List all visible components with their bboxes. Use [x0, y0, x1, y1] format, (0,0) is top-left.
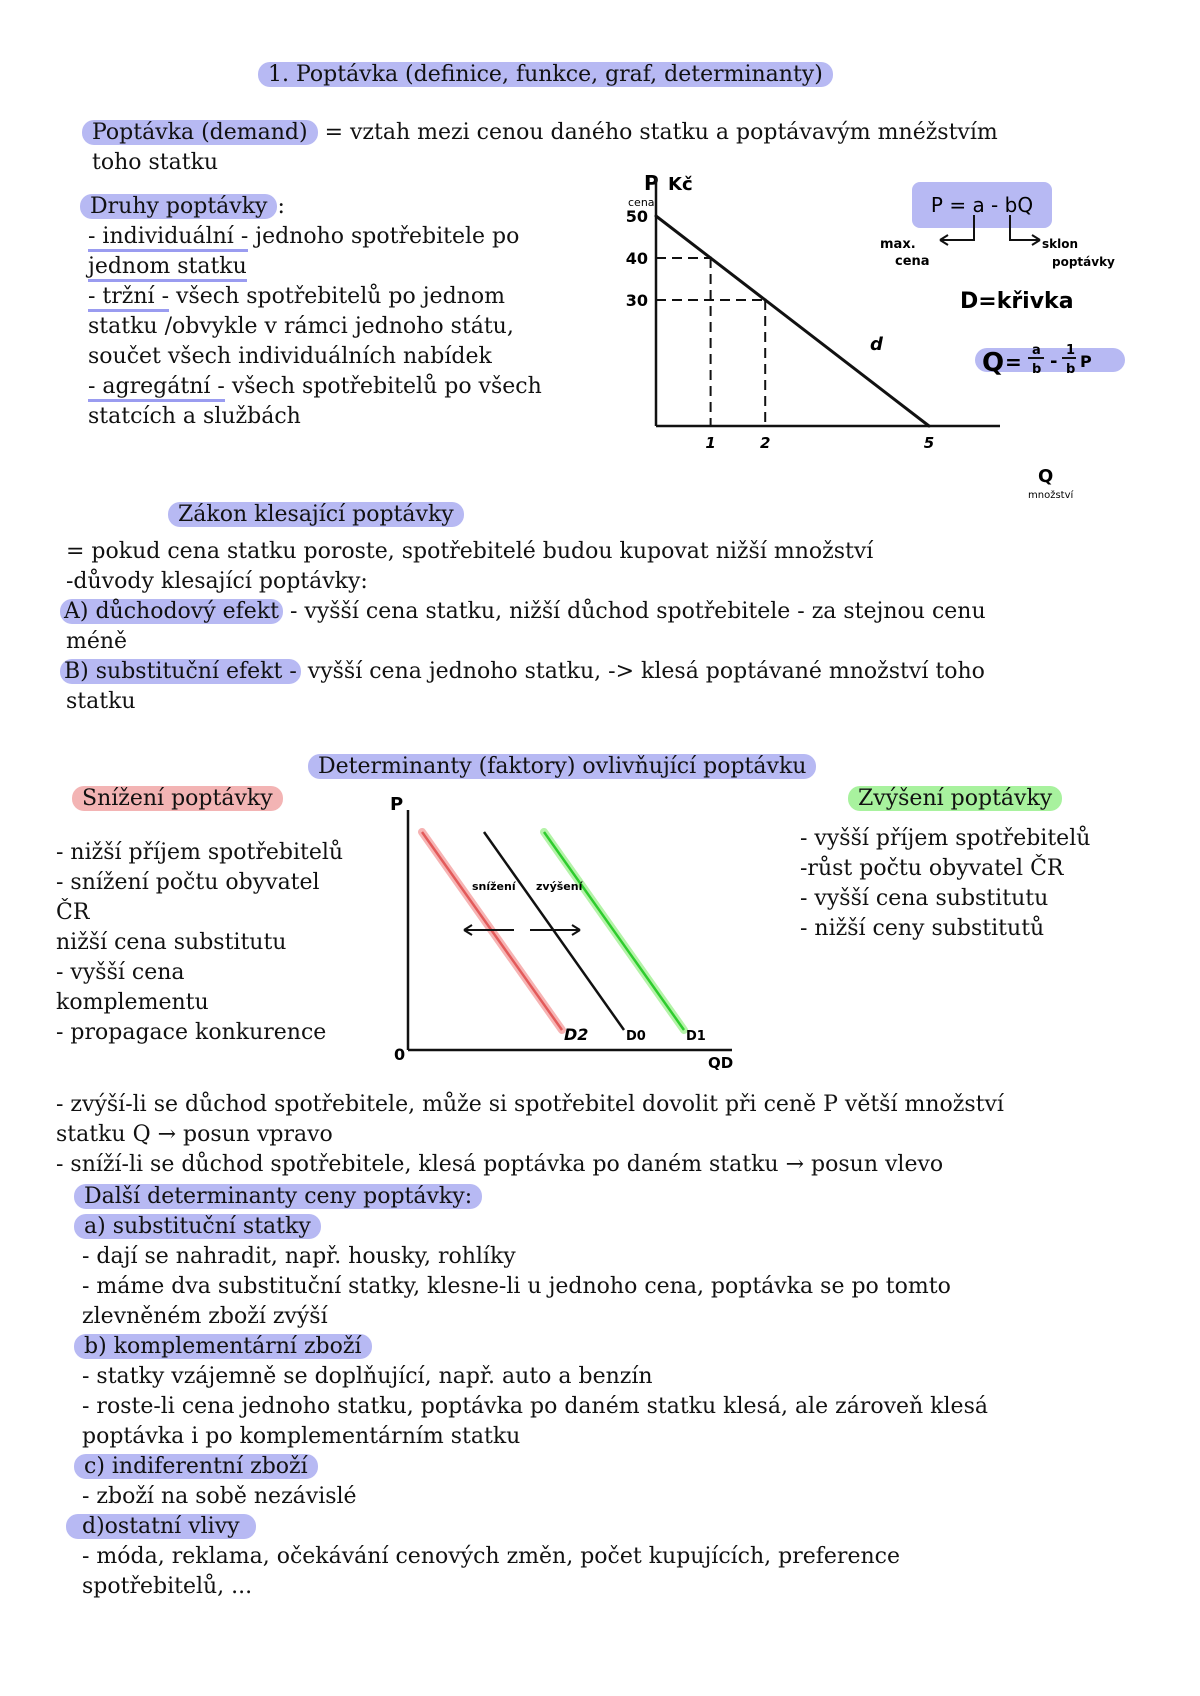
other-b-heading: b) komplementární zboží	[74, 1332, 372, 1362]
data-point	[655, 215, 658, 218]
list-item: - nižší příjem spotřebitelů	[56, 840, 344, 865]
label-increase: zvýšení	[536, 880, 583, 893]
data-point	[928, 425, 931, 428]
svg-text:-: -	[1050, 351, 1058, 372]
svg-text:1: 1	[1066, 343, 1076, 358]
list-item: spotřebitelů, ...	[82, 1574, 253, 1599]
law-income-effect: A) důchodový efekt - vyšší cena statku, nižší důchod spotřebitele - za stejnou cenu	[60, 597, 986, 627]
shift-origin: 0	[394, 1045, 406, 1064]
list-item: - móda, reklama, očekávání cenových změn, počet kupujících, preference	[82, 1544, 900, 1569]
list-item: - propagace konkurence	[56, 1020, 327, 1045]
x-tick-label: 2	[759, 434, 771, 452]
list-item: - zboží na sobě nezávislé	[82, 1484, 357, 1509]
decrease-heading: Snížení poptávky	[72, 784, 283, 814]
other-a-list	[82, 1242, 951, 1332]
shift-chart	[380, 790, 760, 1070]
list-item: -růst počtu obyvatel ČR	[800, 856, 1064, 881]
y-tick-label: 30	[625, 291, 648, 310]
other-c-list	[82, 1482, 357, 1512]
page-title: 1. Poptávka (definice, funkce, graf, determinanty)	[258, 60, 833, 90]
type-individual-cont: jednom statku	[88, 252, 247, 282]
x-tick-label: 1	[705, 434, 716, 452]
list-item: - dají se nahradit, např. housky, rohlíky	[82, 1244, 516, 1269]
data-point	[709, 257, 712, 260]
x-word: množství	[1028, 490, 1074, 501]
label-d2: D2	[564, 1025, 589, 1044]
list-item: - roste-li cena jednoho statku, poptávka po daném statku klesá, ale zároveň klesá	[82, 1394, 988, 1419]
increase-list	[800, 824, 1090, 944]
list-item: - statky vzájemně se doplňující, např. auto a benzín	[82, 1364, 653, 1389]
increase-heading: Zvýšení poptávky	[848, 784, 1062, 814]
demand-chart	[620, 170, 1140, 510]
shift-line-3: - sníží-li se důchod spotřebitele, klesá poptávka po daném statku → posun vlevo	[56, 1152, 944, 1177]
list-item: - snížení počtu obyvatel	[56, 870, 320, 895]
law-line-2: -důvody klesající poptávky:	[66, 569, 368, 594]
label-decrease: snížení	[472, 880, 516, 893]
decrease-list	[56, 838, 343, 1048]
svg-text:P: P	[1080, 352, 1092, 371]
list-item: - nižší ceny substitutů	[800, 916, 1045, 941]
svg-text:Q: Q	[982, 348, 1005, 378]
types-heading: Druhy poptávky :	[80, 192, 285, 222]
shift-line-2: statku Q → posun vpravo	[56, 1122, 333, 1147]
definition-term: Poptávka (demand)	[82, 120, 318, 145]
type-aggregate: - agregátní - všech spotřebitelů po všech	[88, 372, 542, 402]
list-item: komplementu	[56, 990, 209, 1015]
y-tick-label: 50	[625, 207, 648, 226]
shift-x-label: QD	[708, 1054, 734, 1070]
shift-y-label: P	[390, 794, 404, 815]
list-item: nižší cena substitutu	[56, 930, 287, 955]
list-item: - vyšší cena substitutu	[800, 886, 1049, 911]
list-item: - máme dva substituční statky, klesne-li u jednoho cena, poptávka se po tomto	[82, 1274, 951, 1299]
label-d0: D0	[626, 1029, 646, 1044]
shift-line-1: - zvýší-li se důchod spotřebitele, může si spotřebitel dovolit při ceně P větší množství	[56, 1092, 1004, 1117]
law-income-effect-cont: méně	[66, 629, 128, 654]
formula-text: P = a - bQ	[930, 193, 1034, 217]
type-market-cont2: součet všech individuálních nabídek	[88, 344, 492, 369]
other-d-heading: d)ostatní vlivy	[66, 1512, 256, 1542]
list-item: ČR	[56, 900, 90, 925]
type-aggregate-cont: statcích a službách	[88, 404, 301, 429]
x-tick-label: 5	[923, 434, 935, 452]
list-item: - vyšší cena	[56, 960, 185, 985]
law-substitution-effect-cont: statku	[66, 689, 136, 714]
determinants-heading: Determinanty (faktory) ovlivňující poptávku	[308, 752, 816, 782]
other-d-list	[82, 1542, 900, 1602]
svg-text:sklon: sklon	[1042, 237, 1079, 251]
y-unit: Kč	[668, 174, 693, 195]
svg-text:b: b	[1032, 362, 1042, 377]
type-individual: - individuální - jednoho spotřebitele po	[88, 222, 519, 252]
svg-text:max.: max.	[880, 237, 916, 252]
svg-text:b: b	[1066, 362, 1076, 377]
data-point	[764, 299, 767, 302]
list-item: zlevněném zboží zvýší	[82, 1304, 328, 1329]
svg-text:cena: cena	[895, 254, 930, 269]
svg-text:a: a	[1032, 343, 1041, 358]
svg-text:=: =	[1005, 350, 1022, 374]
definition-line-1: Poptávka (demand) = vztah mezi cenou daného statku a poptávavým mnéžstvím	[82, 118, 998, 148]
type-market-cont1: statku /obvykle v rámci jednoho státu,	[88, 314, 514, 339]
other-b-list	[82, 1362, 988, 1452]
function-label: D=křivka	[960, 289, 1074, 314]
list-item: poptávka i po komplementárním statku	[82, 1424, 521, 1449]
law-substitution-effect: B) substituční efekt - vyšší cena jednoho statku, -> klesá poptávané množství toho	[60, 657, 985, 687]
x-axis-label: Q	[1038, 466, 1054, 487]
definition-line-2: toho statku	[92, 150, 219, 175]
list-item: - vyšší příjem spotřebitelů	[800, 826, 1091, 851]
label-d1: D1	[686, 1029, 706, 1044]
y-word: cena	[628, 196, 655, 209]
other-a-heading: a) substituční statky	[74, 1212, 321, 1242]
type-market: - tržní - všech spotřebitelů po jednom	[88, 282, 505, 312]
svg-text:poptávky: poptávky	[1052, 255, 1115, 269]
other-c-heading: c) indiferentní zboží	[74, 1452, 318, 1482]
law-heading: Zákon klesající poptávky	[168, 500, 464, 530]
y-axis-label: P	[644, 171, 659, 195]
curve-label-d: d	[870, 334, 883, 355]
y-tick-label: 40	[625, 249, 648, 268]
other-heading: Další determinanty ceny poptávky:	[74, 1182, 482, 1212]
law-line-1: = pokud cena statku poroste, spotřebitelé budou kupovat nižší množství	[66, 539, 874, 564]
